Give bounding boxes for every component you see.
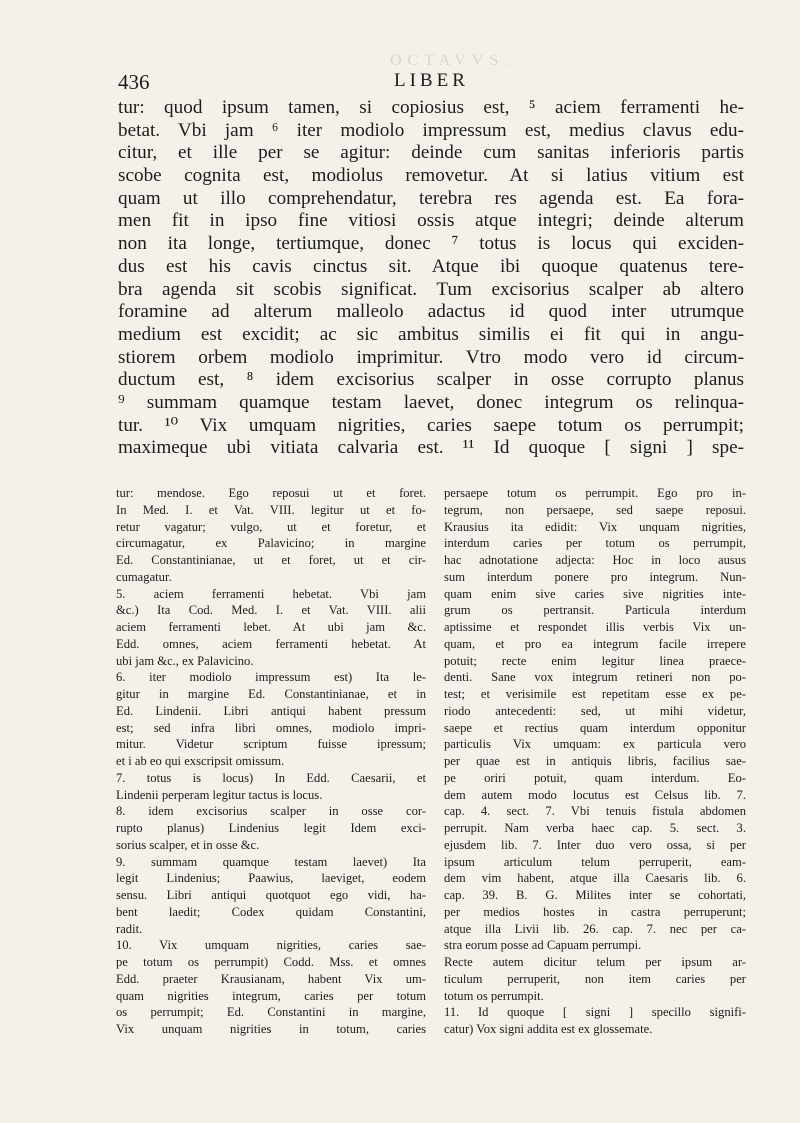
bleed-through-text: OCTAVVS. bbox=[390, 52, 515, 69]
main-text-line: tur: quod ipsum tamen, si copiosius est, ⁵ aciem ferramenti he- bbox=[118, 97, 744, 118]
footnote-line: saepe et rectius quam interdum opponitur bbox=[444, 720, 746, 735]
main-text-line: non ita longe, tertiumque, donec ⁷ totus is locus qui exciden- bbox=[118, 233, 744, 255]
footnote-line: legit Lindenius; Paawius, laeviget, eodem bbox=[116, 871, 426, 886]
footnote-line: Ed. Constantinianae, ut et foret, ut et cir- bbox=[116, 553, 426, 567]
footnote-line: dem vim habent, atque illa Caesaris lib. 6. bbox=[444, 871, 746, 886]
footnote-line: quam enim sive caries sive nigrities inte- bbox=[444, 586, 746, 601]
footnote-line: pe totum os perrumpit) Codd. Mss. et omnes bbox=[116, 955, 426, 969]
main-text-line: citur, et ille per se agitur: deinde cum sanitas inferioris partis bbox=[118, 142, 744, 164]
footnote-line: tegrum, non persaepe, sed saepe reposui. bbox=[444, 502, 746, 517]
main-text-line: stiorem orbem modiolo imprimitur. Vtro modo vero id circum- bbox=[118, 346, 744, 368]
footnote-line: 6. iter modiolo impressum est) Ita le- bbox=[116, 670, 426, 685]
footnote-line: pe oriri potuit, quam interdum. Eo- bbox=[444, 770, 746, 785]
footnote-line: quam nigrities integrum, caries per totum bbox=[116, 988, 426, 1003]
footnote-line: Vix unquam nigrities in totum, caries bbox=[116, 1022, 426, 1036]
main-text-line: foramine ad alterum malleolo adactus id quod inter utrumque bbox=[118, 301, 744, 323]
footnote-line: hac adnotatione adjecta: Hoc in loco ausus bbox=[444, 553, 746, 567]
footnote-line: Recte autem dicitur telum per ipsum ar- bbox=[444, 955, 746, 969]
main-text-line: dus est his cavis cinctus sit. Atque ibi quoque quatenus tere- bbox=[118, 255, 744, 277]
footnote-line: Lindenii perperam legitur tactus is locus. bbox=[116, 787, 323, 802]
main-text-line: maximeque ubi vitiata calvaria est. ¹¹ Id quoque [ signi ] spe- bbox=[118, 437, 744, 459]
footnote-line: cap. 39. B. G. Milites inter se cohortati, bbox=[444, 888, 746, 902]
footnote-line: aciem ferramenti lebet. At ubi jam &c. bbox=[116, 620, 426, 634]
footnote-line: Krausius ita edidit: Vix unquam nigrities, bbox=[444, 519, 746, 534]
footnote-line: ejusdem lib. 7. Inter duo vero ossa, si per bbox=[444, 837, 746, 852]
footnote-line: persaepe totum os perrumpit. Ego pro in- bbox=[444, 486, 746, 500]
footnote-line: totum os perrumpit. bbox=[444, 988, 544, 1003]
footnote-line: et i ab eo qui exscripsit omissum. bbox=[116, 754, 285, 768]
footnote-line: bent laedit; Codex quidam Constantini, bbox=[116, 904, 426, 919]
footnote-line: interdum caries per totum os perrumpit, bbox=[444, 536, 746, 551]
footnote-line: denti. Sane vox integrum retineri non po- bbox=[444, 670, 746, 685]
footnote-line: 10. Vix umquam nigrities, caries sae- bbox=[116, 938, 426, 953]
footnote-line: aptissime et respondet illis verbis Vix un- bbox=[444, 620, 746, 634]
main-text-line: tur. ¹⁰ Vix umquam nigrities, caries saepe totum os perrumpit; bbox=[118, 414, 744, 436]
footnote-line: Ed. Lindenii. Libri antiqui habent pressum bbox=[116, 703, 426, 718]
main-text-line: men fit in ipso fine vitiosi ossis atque integri; deinde alterum bbox=[118, 210, 744, 232]
footnote-line: riodo antecedenti: sed, ut mihi videtur, bbox=[444, 703, 746, 718]
page-number: 436 bbox=[118, 70, 150, 94]
main-text-line: betat. Vbi jam ⁶ iter modiolo impressum est, medius clavus edu- bbox=[118, 119, 744, 141]
footnote-line: 8. idem excisorius scalper in osse cor- bbox=[116, 804, 426, 819]
main-text-line: ductum est, ⁸ idem excisorius scalper in osse corrupto planus bbox=[118, 369, 744, 391]
footnote-line: 11. Id quoque [ signi ] specillo signifi- bbox=[444, 1005, 746, 1020]
main-text-line: medium est excidit; ac sic ambitus similis ei fit qui in angu- bbox=[118, 323, 744, 345]
footnote-line: ticulum perruperit, non item caries per bbox=[444, 971, 746, 986]
footnote-line: In Med. I. et Vat. VIII. legitur ut et fo- bbox=[116, 502, 426, 517]
footnote-line: retur vagatur; vulgo, ut et foretur, et bbox=[116, 519, 426, 534]
footnote-line: particulis Vix umquam: ex particula vero bbox=[444, 737, 746, 752]
footnote-line: circumagatur, ex Palavicino; in margine bbox=[116, 536, 426, 551]
footnote-line: est; sed infra libri omnes, modiolo impri- bbox=[116, 720, 426, 735]
footnote-line: ipsum articulum telum perruperit, eam- bbox=[444, 854, 746, 869]
main-text-line: quam ut illo comprehendatur, terebra res agenda est. Ea fora- bbox=[118, 187, 744, 209]
footnote-line: stra eorum posse ad Capuam perrumpi. bbox=[444, 938, 642, 953]
footnote-line: tur: mendose. Ego reposui ut et foret. bbox=[116, 486, 426, 500]
footnote-line: ubi jam &c., ex Palavicino. bbox=[116, 653, 254, 668]
footnote-line: sensu. Libri antiqui quotquot ego vidi, ha- bbox=[116, 888, 426, 902]
main-text-block bbox=[118, 97, 744, 460]
footnote-line: dem autem modo locutus est Celsus lib. 7. bbox=[444, 787, 746, 802]
footnote-line: per quae est in antiquis libris, facilius sae- bbox=[444, 754, 746, 768]
footnote-line: sorius scalper, et in osse &c. bbox=[116, 837, 260, 852]
footnotes-right-column bbox=[444, 485, 746, 1038]
footnote-line: cumagatur. bbox=[116, 569, 172, 584]
footnote-line: 5. aciem ferramenti hebetat. Vbi jam bbox=[116, 586, 426, 601]
footnote-line: &c.) Ita Cod. Med. I. et Vat. VIII. alii bbox=[116, 603, 426, 618]
footnote-line: gitur in margine Ed. Constantinianae, et in bbox=[116, 687, 426, 701]
footnote-line: Edd. praeter Krausianam, habent Vix um- bbox=[116, 971, 426, 986]
footnote-line: quam, et pro ea integrum facile irrepere bbox=[444, 636, 746, 651]
main-text-line: scobe cognita est, modiolus removetur. At si latius vitium est bbox=[118, 165, 744, 187]
footnotes-left-column bbox=[116, 485, 426, 1038]
footnote-line: catur) Vox signi addita est ex glossemate. bbox=[444, 1022, 653, 1036]
footnote-line: os perrumpit; Ed. Constantini in margine, bbox=[116, 1005, 426, 1020]
main-text-line: bra agenda sit scobis significat. Tum excisorius scalper ab altero bbox=[118, 278, 744, 300]
footnote-line: 9. summam quamque testam laevet) Ita bbox=[116, 854, 426, 869]
main-text-line: ⁹ summam quamque testam laevet, donec integrum os relinqua- bbox=[118, 391, 744, 413]
footnote-line: atque illa Livii lib. 26. cap. 7. nec per ca- bbox=[444, 921, 746, 936]
footnote-line: mitur. Videtur scriptum fuisse ipressum; bbox=[116, 737, 426, 752]
footnote-line: radit. bbox=[116, 921, 143, 936]
footnote-line: cap. 4. sect. 7. Vbi tenuis fistula abdomen bbox=[444, 804, 746, 819]
footnote-line: perrupit. Nam verba haec cap. 5. sect. 3. bbox=[444, 821, 746, 835]
footnote-line: per medios hostes in castra perruperunt; bbox=[444, 904, 746, 919]
footnote-line: grum os pertransit. Particula interdum bbox=[444, 603, 746, 618]
running-head: LIBER bbox=[394, 70, 469, 91]
footnote-line: Edd. omnes, aciem ferramenti hebetat. At bbox=[116, 636, 426, 651]
footnote-line: test; et verisimile est repetitam esse ex pe- bbox=[444, 687, 746, 701]
footnote-line: sum interdum ponere pro integrum. Nun- bbox=[444, 569, 746, 584]
footnote-line: potuit; recte enim legitur linea praece- bbox=[444, 653, 746, 668]
footnote-line: rupto planus) Lindenius legit Idem exci- bbox=[116, 821, 426, 835]
footnote-line: 7. totus is locus) In Edd. Caesarii, et bbox=[116, 770, 426, 785]
